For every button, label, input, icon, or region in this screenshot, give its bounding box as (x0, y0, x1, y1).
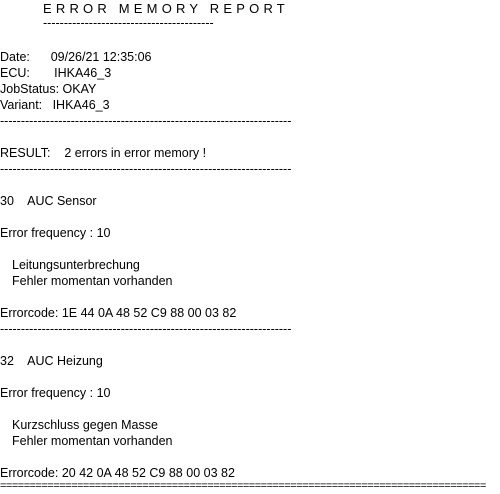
error-detail: Leitungsunterbrechung (12, 258, 140, 272)
error-heading: 30 AUC Sensor (0, 194, 97, 208)
error-detail: Fehler momentan vorhanden (12, 434, 173, 448)
report-title: ERROR MEMORY REPORT (43, 1, 289, 16)
variant-line: Variant: IHKA46_3 (0, 98, 110, 112)
result-line: RESULT: 2 errors in error memory ! (0, 146, 207, 160)
ecu-line: ECU: IHKA46_3 (0, 66, 112, 80)
jobstatus-line: JobStatus: OKAY (0, 82, 97, 96)
error-frequency: Error frequency : 10 (0, 386, 111, 400)
report-end-divider: ================================================================================== (0, 480, 486, 492)
date-line: Date: 09/26/21 12:35:06 (0, 50, 152, 64)
error-detail: Fehler momentan vorhanden (12, 274, 173, 288)
section-divider: ---------------------------------------------------------------------- (0, 114, 292, 128)
section-divider: ---------------------------------------------------------------------- (0, 322, 292, 336)
error-heading: 32 AUC Heizung (0, 354, 103, 368)
title-underline: ----------------------------------------- (43, 16, 214, 30)
error-code: Errorcode: 20 42 0A 48 52 C9 88 00 03 82 (0, 466, 235, 480)
error-code: Errorcode: 1E 44 0A 48 52 C9 88 00 03 82 (0, 306, 237, 320)
error-frequency: Error frequency : 10 (0, 226, 111, 240)
section-divider: ---------------------------------------------------------------------- (0, 162, 292, 176)
error-detail: Kurzschluss gegen Masse (12, 418, 158, 432)
